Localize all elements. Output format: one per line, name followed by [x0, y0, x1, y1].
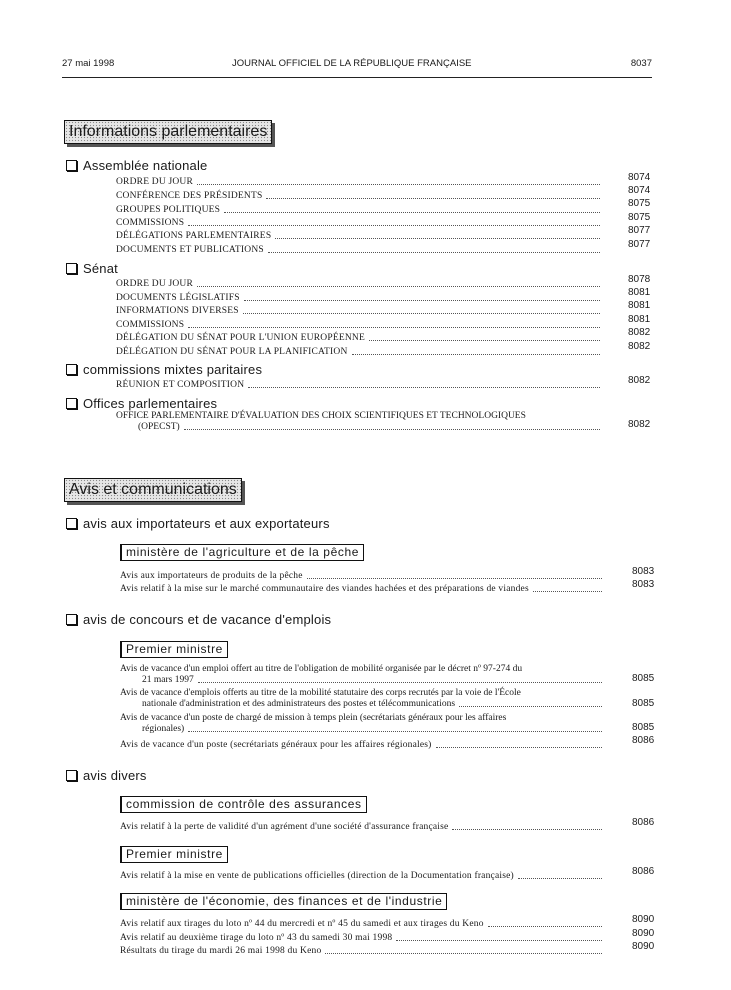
toc-entry-page[interactable]: 8085	[632, 722, 655, 733]
toc-entry-page[interactable]: 8081	[628, 300, 651, 311]
toc-entry[interactable]	[120, 688, 606, 710]
toc-entry-label: Avis relatif au deuxième tirage du loto nº 43 du samedi 30 mai 1998	[120, 933, 393, 943]
toc-entry-label: Avis relatif à la mise sur le marché communautaire des viandes hachées et des préparations de viandes	[120, 584, 529, 594]
header-date: 27 mai 1998	[62, 58, 115, 69]
toc-entry[interactable]	[120, 664, 606, 686]
toc-entry-page[interactable]: 8082	[628, 419, 651, 430]
checkbox-square-icon	[66, 364, 77, 375]
toc-entry[interactable]	[116, 379, 604, 391]
toc-entry-page[interactable]: 8082	[628, 375, 651, 386]
toc-entry[interactable]	[116, 190, 604, 202]
toc-entry-label: DÉLÉGATIONS PARLEMENTAIRES	[116, 231, 272, 241]
toc-entry-page[interactable]: 8085	[632, 673, 655, 684]
toc-entry-label: Avis relatif à la perte de validité d'un agrément d'une société d'assurance française	[120, 822, 449, 832]
toc-entry[interactable]	[120, 945, 606, 957]
ministry-label: commission de contrôle des assurances	[120, 796, 367, 813]
checkbox-square-icon	[66, 160, 77, 171]
toc-entry-label: DÉLÉGATION DU SÉNAT POUR L'UNION EUROPÉENNE	[116, 333, 365, 343]
toc-entry[interactable]	[120, 870, 606, 882]
toc-entry-label: RÉUNION ET COMPOSITION	[116, 380, 245, 390]
toc-entry[interactable]	[120, 583, 606, 595]
header-journal-title: JOURNAL OFFICIEL DE LA RÉPUBLIQUE FRANÇAISE	[232, 58, 472, 69]
toc-entry-page[interactable]: 8077	[628, 239, 651, 250]
part-title-avis: Avis et communications	[64, 478, 242, 502]
toc-entry[interactable]	[120, 918, 606, 930]
toc-entry[interactable]	[120, 570, 606, 582]
toc-entry-page[interactable]: 8074	[628, 172, 651, 183]
toc-entry[interactable]	[116, 230, 604, 242]
toc-entry-label: COMMISSIONS	[116, 320, 185, 330]
toc-entry[interactable]	[116, 346, 604, 358]
checkbox-square-icon	[66, 614, 77, 625]
toc-entry-label-cont: régionales)	[142, 724, 185, 734]
toc-entry-label: Avis de vacance d'un poste de chargé de mission à temps plein (secrétariats généraux pour les affaires	[120, 713, 507, 723]
toc-entry-page[interactable]: 8081	[628, 287, 651, 298]
toc-entry-label: Avis de vacance d'un emploi offert au titre de l'obligation de mobilité organisée par le décret nº 97-274 du	[120, 664, 523, 674]
toc-entry-page[interactable]: 8086	[632, 866, 655, 877]
toc-entry[interactable]	[120, 739, 606, 751]
toc-entry-page[interactable]: 8082	[628, 327, 651, 338]
toc-entry-page[interactable]: 8083	[632, 579, 655, 590]
toc-entry-label: DÉLÉGATION DU SÉNAT POUR LA PLANIFICATION	[116, 347, 348, 357]
ministry-label: Premier ministre	[120, 846, 228, 863]
section-heading-assemblee: Assemblée nationale	[66, 158, 208, 173]
toc-entry-page[interactable]: 8085	[632, 698, 655, 709]
toc-entry-label: GROUPES POLITIQUES	[116, 205, 221, 215]
toc-entry-label: INFORMATIONS DIVERSES	[116, 306, 239, 316]
toc-entry-label: COMMISSIONS	[116, 218, 185, 228]
toc-entry[interactable]	[116, 411, 604, 433]
toc-entry-label: Avis de vacance d'emplois offerts au titre de la mobilité statutaire des corps recrutés par la voie de l'École	[120, 688, 521, 698]
toc-entry[interactable]	[116, 305, 604, 317]
toc-entry[interactable]	[116, 278, 604, 290]
checkbox-square-icon	[66, 518, 77, 529]
toc-entry-page[interactable]: 8083	[632, 566, 655, 577]
ministry-label: ministère de l'agriculture et de la pêche	[120, 544, 364, 561]
toc-entry[interactable]	[116, 319, 604, 331]
toc-entry-label: Résultats du tirage du mardi 26 mai 1998 du Keno	[120, 946, 322, 956]
toc-entry-page[interactable]: 8077	[628, 225, 651, 236]
section-heading-offices: Offices parlementaires	[66, 396, 217, 411]
toc-entry-page[interactable]: 8090	[632, 928, 655, 939]
toc-entry-label-cont: (OPECST)	[138, 422, 180, 432]
toc-entry-page[interactable]: 8090	[632, 941, 655, 952]
ministry-label: ministère de l'économie, des finances et de l'industrie	[120, 893, 447, 910]
toc-entry-label-cont: 21 mars 1997	[142, 675, 194, 685]
toc-entry-label: CONFÉRENCE DES PRÉSIDENTS	[116, 191, 263, 201]
toc-entry-page[interactable]: 8086	[632, 735, 655, 746]
toc-entry-page[interactable]: 8082	[628, 341, 651, 352]
section-heading-cmp: commissions mixtes paritaires	[66, 362, 262, 377]
toc-entry-page[interactable]: 8090	[632, 914, 655, 925]
toc-entry-page[interactable]: 8086	[632, 817, 655, 828]
toc-entry[interactable]	[116, 244, 604, 256]
toc-entry-label: OFFICE PARLEMENTAIRE D'ÉVALUATION DES CHOIX SCIENTIFIQUES ET TECHNOLOGIQUES	[116, 411, 526, 421]
checkbox-square-icon	[66, 398, 77, 409]
toc-entry-label-cont: nationale d'administration et des administrateurs des postes et télécommunications	[142, 699, 456, 709]
section-heading-divers: avis divers	[66, 768, 147, 783]
toc-entry[interactable]	[120, 713, 606, 735]
toc-entry-label: DOCUMENTS LÉGISLATIFS	[116, 293, 240, 303]
part-title-informations: Informations parlementaires	[64, 120, 272, 144]
toc-entry-label: ORDRE DU JOUR	[116, 177, 194, 187]
header-page-number: 8037	[630, 58, 652, 69]
toc-entry-label: Avis de vacance d'un poste (secrétariats généraux pour les affaires régionales)	[120, 740, 432, 750]
toc-entry[interactable]	[116, 176, 604, 188]
section-heading-concours: avis de concours et de vacance d'emplois	[66, 612, 331, 627]
toc-entry-label: ORDRE DU JOUR	[116, 279, 194, 289]
toc-entry-page[interactable]: 8081	[628, 314, 651, 325]
toc-entry[interactable]	[116, 217, 604, 229]
toc-entry-page[interactable]: 8078	[628, 274, 651, 285]
section-heading-importateurs: avis aux importateurs et aux exportateurs	[66, 516, 330, 531]
toc-entry-label: Avis aux importateurs de produits de la pêche	[120, 571, 303, 581]
toc-entry-page[interactable]: 8074	[628, 185, 651, 196]
toc-entry[interactable]	[116, 332, 604, 344]
toc-entry[interactable]	[116, 292, 604, 304]
ministry-label: Premier ministre	[120, 641, 228, 658]
toc-entry-label: Avis relatif à la mise en vente de publications officielles (direction de la Documentation française)	[120, 871, 514, 881]
page-header	[62, 55, 652, 78]
checkbox-square-icon	[66, 263, 77, 274]
checkbox-square-icon	[66, 770, 77, 781]
toc-entry-label: DOCUMENTS ET PUBLICATIONS	[116, 245, 264, 255]
toc-entry[interactable]	[116, 204, 604, 216]
toc-entry-label: Avis relatif aux tirages du loto nº 44 du mercredi et nº 45 du samedi et aux tirages du Keno	[120, 919, 484, 929]
section-heading-senat: Sénat	[66, 261, 118, 276]
toc-entry-page[interactable]: 8075	[628, 212, 651, 223]
toc-entry[interactable]	[120, 821, 606, 833]
toc-entry-page[interactable]: 8075	[628, 198, 651, 209]
toc-entry[interactable]	[120, 932, 606, 944]
